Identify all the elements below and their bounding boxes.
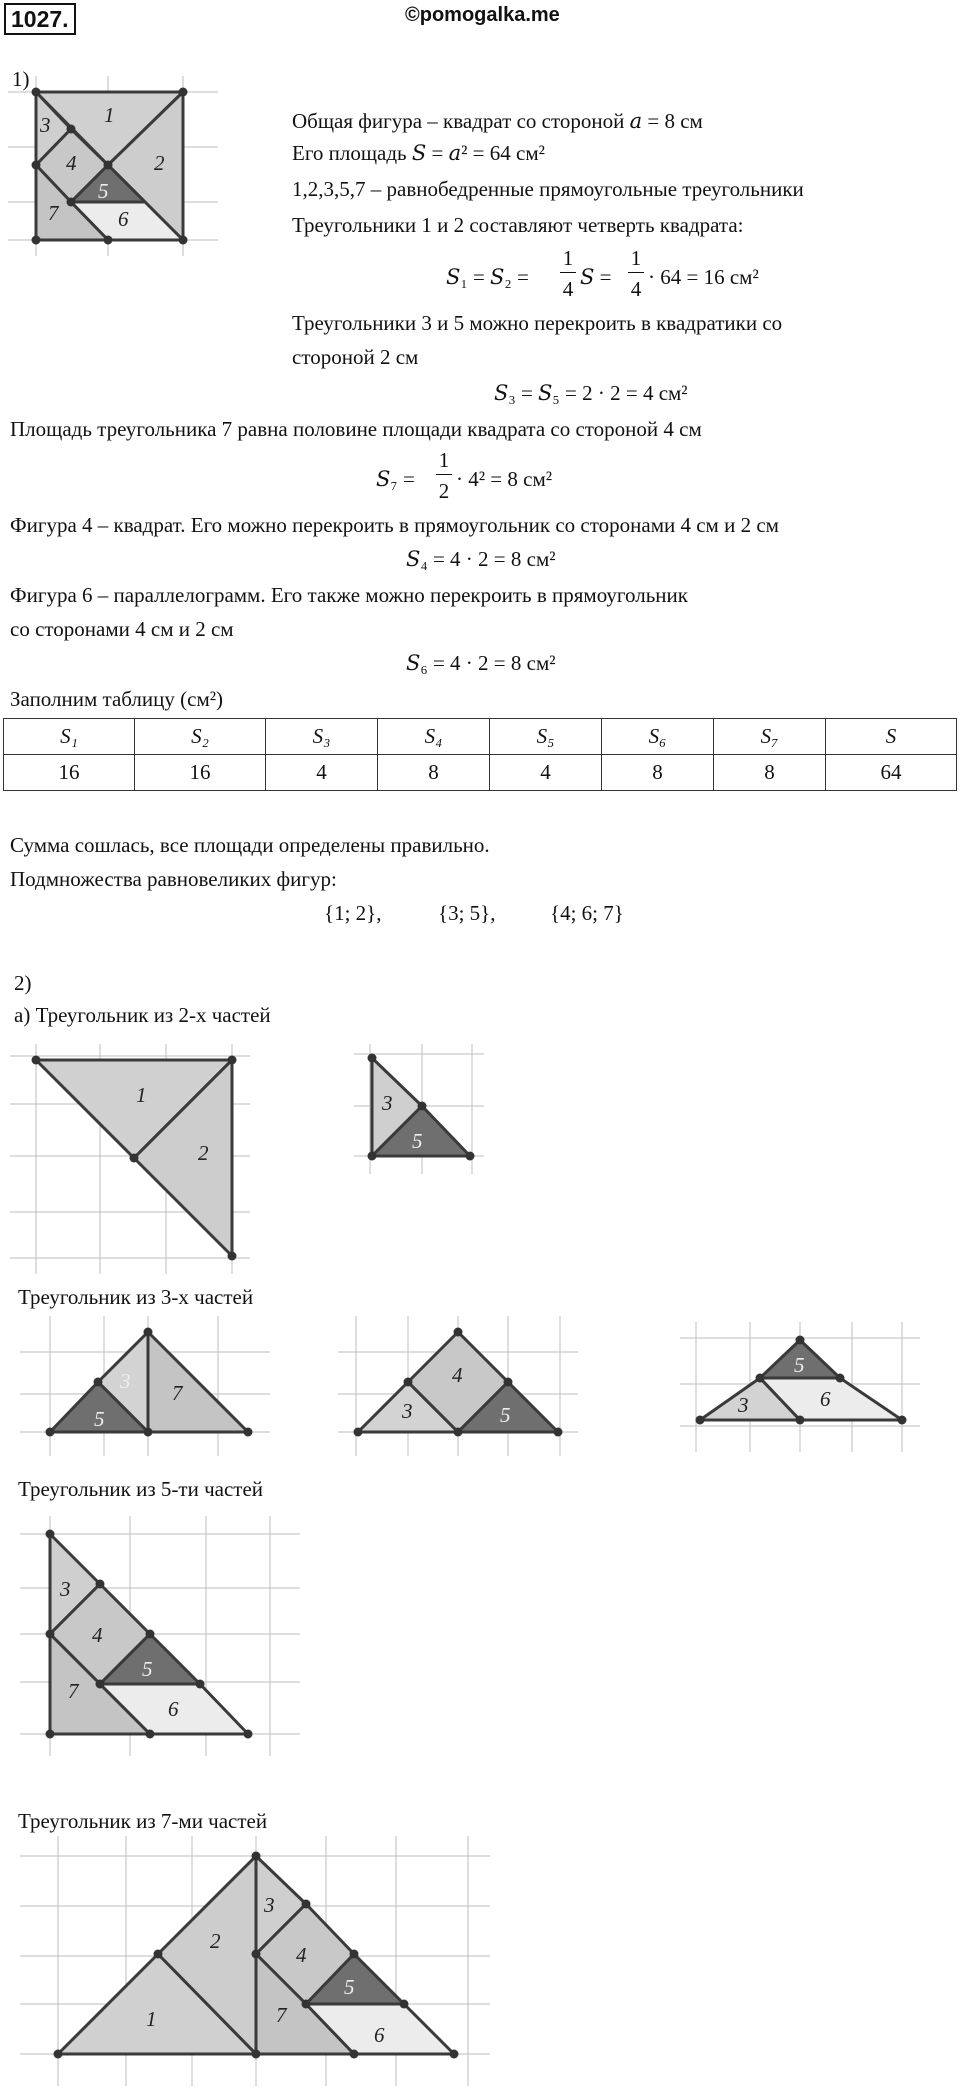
label-3: 3 [738,1393,749,1417]
label-3: 3 [402,1399,413,1423]
subset-3: {4; 6; 7} [550,901,624,925]
line-area: Его площадь 𝑆 = 𝑎² = 64 см² [292,141,545,165]
label-7: 7 [172,1381,183,1405]
label-5: 5 [794,1353,805,1377]
label-7: 7 [276,2003,287,2027]
label-1: 1 [136,1083,147,1107]
table-header: S₃ [265,719,377,755]
line-figure6: Фигура 6 – параллелограмм. Его также можно перекроить в прямоугольник [10,583,688,607]
line-isosceles: 1,2,3,5,7 – равнобедренные прямоугольные треугольники [292,177,804,201]
label-6: 6 [820,1387,831,1411]
table-header: S₅ [489,719,601,755]
table-cell: 4 [489,755,601,791]
line-table-intro: Заполним таблицу (см²) [10,687,224,711]
subset-2: {3; 5}, [438,901,496,925]
formula-s6: 𝑆₆ = 4 · 2 = 8 см² [406,651,556,675]
formula-s12: 𝑆₁ = 𝑆₂ = 1 4 𝑆 = 1 4 · 64 = 16 см² [446,246,759,301]
problem-number: 1027. [4,3,76,35]
part2-label: 2) [14,971,32,995]
heading-3-parts: Треугольник из 3-х частей [18,1285,254,1309]
formula-s35: 𝑆₃ = 𝑆₅ = 2 · 2 = 4 см² [494,381,688,405]
label-7: 7 [48,201,59,225]
table-cell: 8 [601,755,713,791]
table-header: S₂ [134,719,265,755]
triangle-7-parts [20,1836,490,2086]
label-3: 3 [382,1091,393,1115]
table-cell: 8 [713,755,825,791]
heading-2-parts: а) Треугольник из 2-х частей [14,1003,271,1027]
formula-s4: 𝑆₄ = 4 · 2 = 8 см² [406,547,556,571]
triangle-2-parts-a [10,1044,250,1274]
label-3: 3 [60,1577,71,1601]
line-figure4: Фигура 4 – квадрат. Его можно перекроить в прямоугольник со сторонами 4 см и 2 см [10,513,779,537]
table-row [4,755,957,791]
label-6: 6 [168,1697,179,1721]
subset-1: {1; 2}, [324,901,382,925]
label-3: 3 [264,1893,275,1917]
line-side: Общая фигура – квадрат со стороной 𝑎 = 8 см [292,109,703,133]
label-5: 5 [98,179,109,203]
heading-7-parts: Треугольник из 7-ми частей [18,1809,268,1833]
triangle-3-parts-a [20,1316,270,1456]
label-5: 5 [94,1407,105,1431]
label-1: 1 [146,2007,157,2031]
line-quarter: Треугольники 1 и 2 составляют четверть квадрата: [292,213,744,237]
triangle-3-parts-b [338,1316,578,1456]
tangram-square-figure [8,76,218,256]
areas-table [3,718,957,791]
label-2: 2 [198,1141,209,1165]
label-3: 3 [40,113,51,137]
label-4: 4 [92,1623,103,1647]
line-side2: стороной 2 см [292,345,419,369]
label-6: 6 [374,2023,385,2047]
table-header: S₄ [377,719,489,755]
triangle-5-parts [20,1516,300,1756]
table-header: S₁ [4,719,135,755]
label-5: 5 [500,1403,511,1427]
table-cell: 4 [265,755,377,791]
label-4: 4 [452,1363,463,1387]
table-header-row [4,719,957,755]
table-header: S₇ [713,719,825,755]
table-cell: 64 [825,755,956,791]
triangle-2-parts-b [354,1044,484,1174]
table-header: S [825,719,956,755]
table-cell: 16 [4,755,135,791]
site-watermark: ©pomogalka.me [405,4,560,26]
label-3: 3 [120,1369,131,1393]
line-recut35: Треугольники 3 и 5 можно перекроить в квадратики со [292,311,783,335]
formula-s7: 𝑆₇ = 1 2 · 4² = 8 см² [376,448,553,503]
label-4: 4 [296,1943,307,1967]
table-cell: 16 [134,755,265,791]
line-sides: со сторонами 4 см и 2 см [10,617,234,641]
label-5: 5 [344,1975,355,1999]
line-triangle7: Площадь треугольника 7 равна половине площади квадрата со стороной 4 см [10,417,702,441]
triangle-3-parts-c [680,1322,920,1452]
label-1: 1 [104,103,115,127]
line-subsets-intro: Подмножества равновеликих фигур: [10,867,337,891]
table-header: S₆ [601,719,713,755]
line-sum-ok: Сумма сошлась, все площади определены правильно. [10,833,490,857]
label-4: 4 [66,151,77,175]
label-7: 7 [68,1679,79,1703]
part1-label: 1) [12,67,30,91]
label-5: 5 [412,1129,423,1153]
label-2: 2 [210,1929,221,1953]
table-cell: 8 [377,755,489,791]
label-6: 6 [118,207,129,231]
heading-5-parts: Треугольник из 5-ти частей [18,1477,264,1501]
label-5: 5 [142,1657,153,1681]
label-2: 2 [154,151,165,175]
